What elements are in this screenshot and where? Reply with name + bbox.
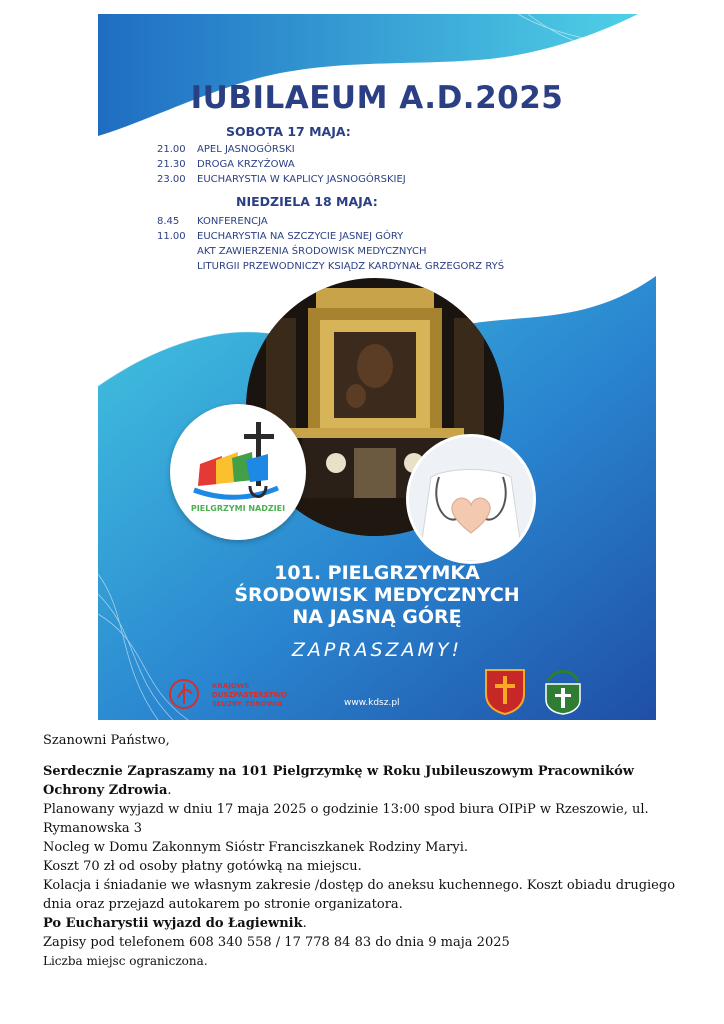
bishop-crest-icon [482, 666, 528, 716]
saturday-schedule [157, 142, 406, 187]
letter-greeting: Szanowni Państwo, [43, 733, 170, 748]
schedule-item [157, 157, 406, 172]
headline-line: NA JASNĄ GÓRĘ [292, 606, 462, 628]
kdsz-org-name [212, 682, 287, 709]
org-line: SŁUŻBY ZDROWIA [212, 700, 283, 708]
schedule-time: 21.30 [157, 159, 186, 170]
kdsz-logo-icon [168, 678, 200, 710]
schedule-item [157, 172, 406, 187]
bishop-crest-icon [540, 666, 586, 716]
schedule-continuation: LITURGII PRZEWODNICZY KSIĄDZ KARDYNAŁ GRZEGORZ RYŚ [197, 261, 505, 272]
sunday-schedule [157, 214, 504, 274]
org-line: KRAJOWE [212, 682, 250, 690]
letter-headline: Serdecznie Zapraszamy na 101 Pielgrzymkę w Roku Jubileuszowym Pracowników Ochrony Zdrowia. [43, 764, 634, 798]
sunday-heading: NIEDZIELA 18 MAJA: [236, 194, 378, 209]
schedule-label: KONFERENCJA [197, 216, 268, 227]
poster-title: IUBILAEUM A.D.2025 [190, 80, 564, 116]
schedule-item [157, 142, 406, 157]
schedule-continuation: AKT ZAWIERZENIA ŚRODOWISK MEDYCZNYCH [197, 246, 427, 257]
letter-departure: Planowany wyjazd w dniu 17 maja 2025 o godzinie 13:00 spod biura OIPiP w Rzeszowie, ul. Rymanowska 3 [43, 802, 649, 836]
schedule-time: 11.00 [157, 231, 186, 242]
medical-hands-heart-photo [406, 434, 536, 564]
schedule-label: EUCHARYSTIA W KAPLICY JASNOGÓRSKIEJ [197, 174, 406, 185]
letter-return: Po Eucharystii wyjazd do Łagiewnik. [43, 916, 307, 931]
jubilee-logo-text: PIELGRZYMI NADZIEI [190, 504, 286, 513]
jubilee-logo [170, 404, 306, 540]
schedule-item [157, 229, 504, 244]
poster-headline [98, 562, 656, 628]
jubilee-emblem-icon [170, 404, 306, 540]
letter-headline-text: Serdecznie Zapraszamy na 101 Pielgrzymkę w Roku Jubileuszowym Pracowników Ochrony Zdrowia [43, 764, 634, 798]
event-poster [98, 14, 656, 720]
letter-cost: Koszt 70 zł od osoby płatny gotówką na miejscu. [43, 859, 362, 874]
headline-line: 101. PIELGRZYMKA [274, 562, 480, 584]
website-link[interactable]: www.kdsz.pl [344, 698, 400, 708]
schedule-label: APEL JASNOGÓRSKI [197, 144, 295, 155]
schedule-time: 8.45 [157, 216, 180, 227]
letter-lodging: Nocleg w Domu Zakonnym Sióstr Franciszkanek Rodziny Maryi. [43, 840, 469, 855]
invite-text: ZAPRASZAMY! [291, 639, 463, 661]
headline-line: ŚRODOWISK MEDYCZNYCH [234, 584, 520, 606]
letter-meals: Kolacja i śniadanie we własnym zakresie /dostęp do aneksu kuchennego. Koszt obiadu drugiego dnia oraz przejazd autokarem po stronie organizatora. [43, 878, 676, 912]
schedule-label: DROGA KRZYŻOWA [197, 159, 295, 170]
invitation-letter [43, 731, 683, 971]
schedule-item [157, 214, 504, 229]
schedule-time: 23.00 [157, 174, 186, 185]
letter-registration: Zapisy pod telefonem 608 340 558 / 17 778 84 83 do dnia 9 maja 2025 [43, 935, 510, 950]
schedule-time: 21.00 [157, 144, 186, 155]
letter-limited: Liczba miejsc ograniczona. [43, 954, 208, 968]
schedule-label: EUCHARYSTIA NA SZCZYCIE JASNEJ GÓRY [197, 231, 404, 242]
letter-return-text: Po Eucharystii wyjazd do Łagiewnik [43, 916, 303, 931]
org-line: DUSZPASTERSTWO [212, 691, 287, 699]
saturday-heading: SOBOTA 17 MAJA: [226, 124, 351, 139]
